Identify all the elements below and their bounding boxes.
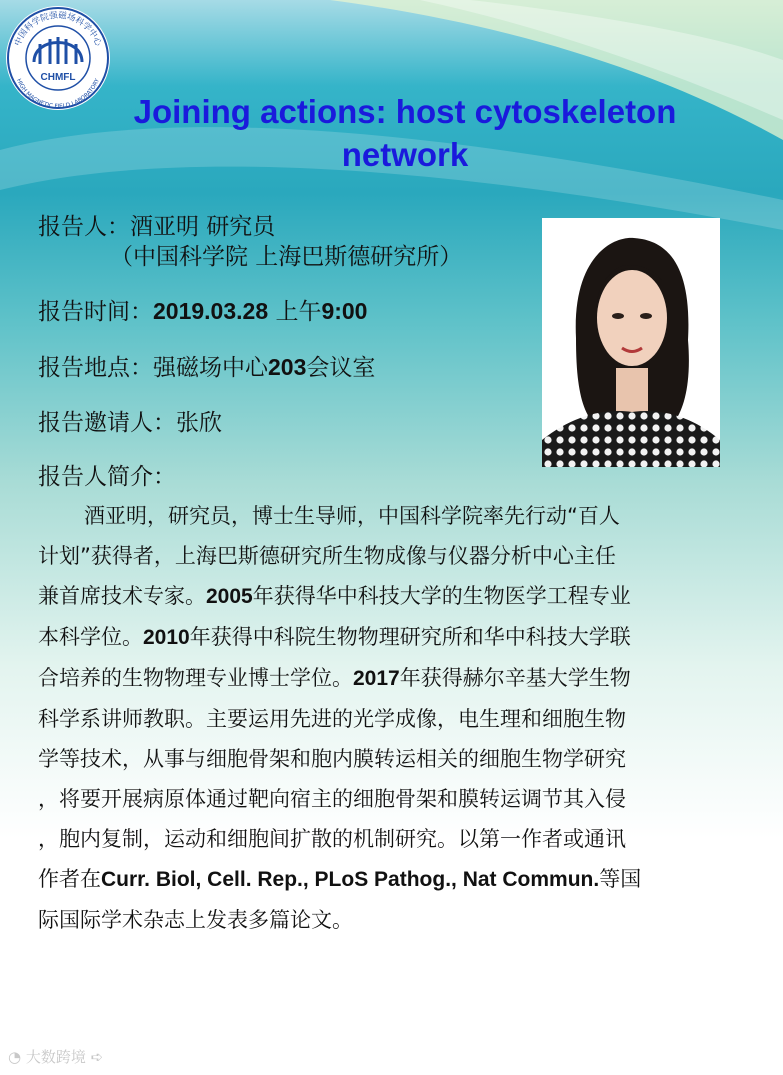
location-label: 报告地点： [38,355,153,381]
watermark-text: 大数跨境 [25,1048,86,1066]
inviter-label: 报告邀请人： [38,410,176,436]
arrow-right-icon: ➪ [90,1048,104,1066]
time-ampm: 上午 [275,299,322,325]
speaker-affiliation: （中国科学院 上海巴斯德研究所） [110,244,463,270]
speaker-line [38,208,275,241]
time-line [38,293,367,326]
bio-line: 科学系讲师教职。主要运用先进的光学成像，电生理和细胞生物 [38,707,626,731]
bio-line: 本科学位。2010年获得中科院生物物理研究所和华中科技大学联 [38,625,631,649]
speaker-photo [542,218,720,467]
location-prefix: 强磁场中心 [153,355,268,381]
time-clock: 9:00 [321,298,368,324]
bio-paragraph [38,496,743,940]
bio-line: ，胞内复制，运动和细胞间扩散的机制研究。以第一作者或通讯 [38,827,626,851]
speaker-name: 酒亚明 研究员 [130,214,276,240]
location-line [38,349,375,382]
bio-line: 际国际学术杂志上发表多篇论文。 [38,908,353,932]
talk-title-line1: Joining actions: host cytoskeleton [133,93,677,130]
bio-line: 计划”获得者，上海巴斯德研究所生物成像与仪器分析中心主任 [38,544,616,568]
speaker-portrait-image [542,218,720,467]
watermark [8,1046,103,1067]
svg-text:中国科学院强磁场科学中心: 中国科学院强磁场科学中心 [13,10,103,48]
bio-line: 作者在Curr. Biol, Cell. Rep., PLoS Pathog., Nat Commun.等国 [38,867,642,891]
bio-line: 酒亚明，研究员，博士生导师，中国科学院率先行动“百人 [84,504,620,528]
inviter-name: 张欣 [176,410,222,436]
bio-line: ，将要开展病原体通过靶向宿主的细胞骨架和膜转运调节其入侵 [38,787,626,811]
svg-text:HIGH MAGNETIC FIELD LABORATORY: HIGH MAGNETIC FIELD LABORATORY [14,78,102,111]
bio-line: 兼首席技术专家。2005年获得华中科技大学的生物医学工程专业 [38,584,631,608]
inviter-line [38,404,222,437]
bio-line: 合培养的生物物理专业博士学位。2017年获得赫尔辛基大学生物 [38,666,631,690]
talk-title-line2: network [341,136,469,173]
time-label: 报告时间： [38,299,153,325]
bio-line: 学等技术，从事与细胞骨架和胞内膜转运相关的细胞生物学研究 [38,747,626,771]
watermark-icon: ◔ [8,1048,22,1066]
bio-label: 报告人简介： [38,464,176,490]
location-room: 203 [268,354,307,380]
location-suffix: 会议室 [306,355,376,381]
logo-abbr: CHMFL [40,72,76,83]
time-date: 2019.03.28 [153,298,269,324]
speaker-label: 报告人： [38,214,130,240]
